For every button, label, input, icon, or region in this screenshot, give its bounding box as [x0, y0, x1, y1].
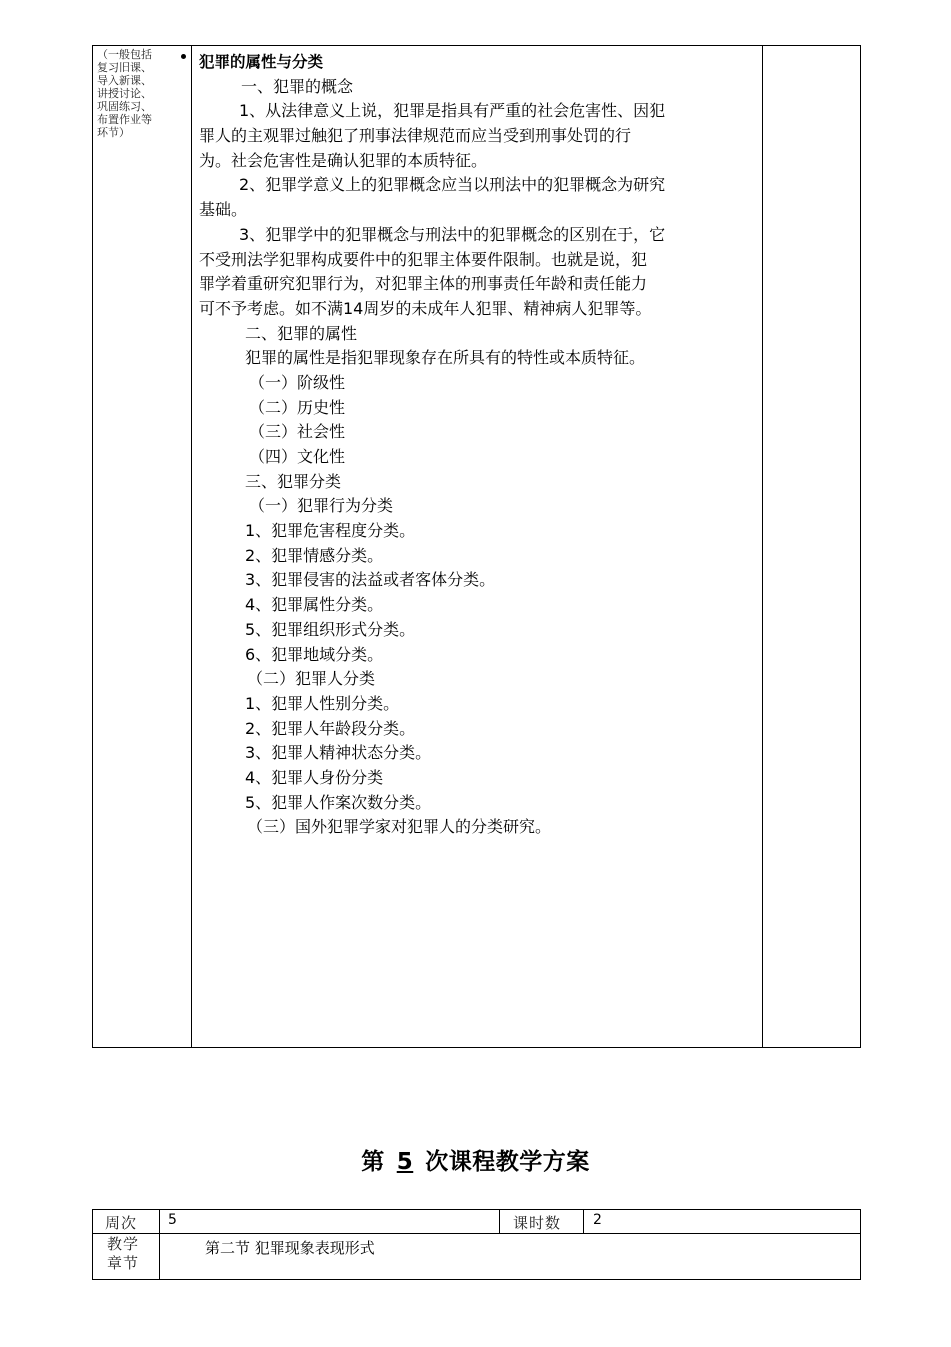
content-line: 为。社会危害性是确认犯罪的本质特征。: [199, 150, 488, 170]
label-line: 布置作业等: [97, 113, 152, 126]
lesson-number: 5: [396, 1149, 414, 1175]
chapter-label-line: 教学: [107, 1235, 140, 1253]
content-line: 一、犯罪的概念: [241, 76, 354, 96]
content-line: （四）文化性: [249, 447, 346, 466]
chapter-value: 第二节 犯罪现象表现形式: [205, 1239, 375, 1257]
content-line: 3、犯罪学中的犯罪概念与刑法中的犯罪概念的区别在于，它: [239, 224, 666, 244]
chapter-label: [107, 1235, 139, 1273]
content-line: 5、犯罪组织形式分类。: [245, 619, 416, 639]
column-divider: [191, 46, 192, 1047]
column-divider: [583, 1210, 584, 1233]
hours-label: 课时数: [513, 1214, 562, 1232]
content-line: 不受刑法学犯罪构成要件中的犯罪主体要件限制。也就是说，犯: [199, 249, 648, 269]
content-line: 3、犯罪人精神状态分类。: [245, 743, 432, 763]
lesson-content: [199, 50, 755, 840]
column-divider: [762, 46, 763, 1047]
heading-suffix: 次课程教学方案: [425, 1149, 590, 1175]
content-line: 罪人的主观罪过触犯了刑事法律规范而应当受到刑事处罚的行: [199, 126, 632, 146]
content-line: 可不予考虑。如不满14周岁的未成年人犯罪、精神病人犯罪等。: [199, 298, 652, 318]
teaching-process-label: [97, 48, 179, 139]
content-line: 2、犯罪人年龄段分类。: [245, 718, 416, 738]
content-line: 1、犯罪危害程度分类。: [245, 521, 416, 541]
content-line: （二）历史性: [249, 397, 346, 417]
content-line: 2、犯罪学意义上的犯罪概念应当以刑法中的犯罪概念为研究: [239, 175, 666, 195]
content-line: 二、犯罪的属性: [245, 323, 358, 343]
content-line: 5、犯罪人作案次数分类。: [245, 792, 432, 812]
lesson-plan-heading: [0, 1143, 951, 1176]
hours-value: 2: [593, 1212, 602, 1228]
heading-prefix: 第: [361, 1149, 385, 1175]
lesson-content-table: [92, 45, 861, 1048]
chapter-label-line: 章节: [107, 1254, 140, 1272]
content-line: （二）犯罪人分类: [247, 669, 376, 689]
week-value: 5: [168, 1212, 177, 1228]
label-line: 复习旧课、: [97, 61, 152, 74]
content-line: （三）国外犯罪学家对犯罪人的分类研究。: [247, 817, 552, 837]
label-line: （一般包括: [97, 48, 152, 61]
week-label: 周次: [105, 1214, 138, 1232]
label-line: 讲授讨论、: [97, 87, 152, 100]
content-line: （三）社会性: [249, 422, 346, 442]
content-line: 三、犯罪分类: [245, 471, 342, 491]
bullet-icon: [181, 54, 186, 59]
content-line: 罪学着重研究犯罪行为，对犯罪主体的刑事责任年龄和责任能力: [199, 274, 648, 294]
column-divider: [159, 1210, 160, 1279]
content-line: （一）阶级性: [249, 372, 346, 392]
lesson-info-table: [92, 1209, 861, 1280]
content-title: 犯罪的属性与分类: [199, 53, 324, 71]
content-line: 4、犯罪属性分类。: [245, 595, 384, 615]
content-line: 基础。: [199, 200, 248, 220]
content-line: 3、犯罪侵害的法益或者客体分类。: [245, 570, 496, 590]
content-line: 1、从法律意义上说，犯罪是指具有严重的社会危害性、因犯: [239, 101, 666, 121]
content-line: 犯罪的属性是指犯罪现象存在所具有的特性或本质特征。: [245, 348, 646, 368]
label-line: 导入新课、: [97, 74, 152, 87]
content-line: 1、犯罪人性别分类。: [245, 693, 400, 713]
label-line: 巩固练习、: [97, 100, 152, 113]
column-divider: [499, 1210, 500, 1233]
label-line: 环节）: [97, 126, 130, 139]
content-line: 4、犯罪人身份分类: [245, 767, 384, 787]
content-line: 6、犯罪地域分类。: [245, 644, 384, 664]
content-line: 2、犯罪情感分类。: [245, 545, 384, 565]
row-divider: [93, 1233, 860, 1234]
content-line: （一）犯罪行为分类: [249, 496, 394, 516]
